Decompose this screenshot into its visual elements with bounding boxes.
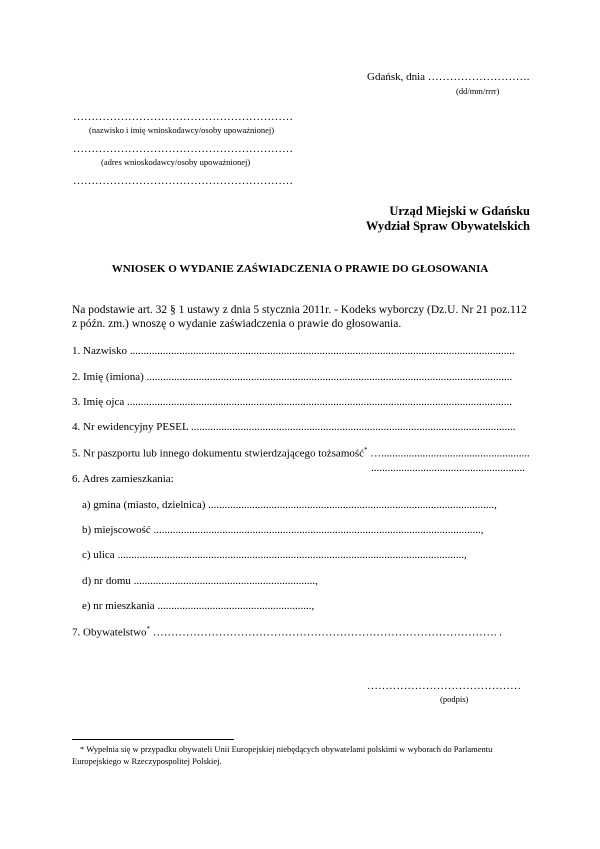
field-locality-input[interactable]: ......................................................................................................................., (153, 524, 484, 536)
field-passport-footnote-mark: * (364, 446, 368, 454)
field-father-name-label: 3. Imię ojca (72, 396, 125, 408)
field-flat-no-input[interactable]: ........................................................, (157, 600, 315, 612)
field-first-names (72, 371, 532, 383)
field-street-input[interactable]: .............................................................................................................................., (117, 549, 467, 561)
field-father-name-input[interactable]: ............................................................................................................................................ (126, 396, 512, 408)
footnote-line-2: Europejskiego w Rzeczypospolitej Polskiej. (72, 756, 222, 766)
field-citizenship-input[interactable]: …………………………………………………………………………………. . (152, 626, 503, 639)
recipient-office: Urząd Miejski w Gdańsku (389, 204, 530, 218)
field-passport-input-2[interactable]: ........................................................ (371, 462, 525, 474)
field-pesel-input[interactable]: ...................................................................................................................... (191, 421, 516, 433)
field-house-no-input[interactable]: .................................................................., (133, 575, 318, 587)
field-commune (82, 499, 542, 511)
field-surname-label: 1. Nazwisko (72, 345, 127, 357)
field-citizenship-label: 7. Obywatelstwo (72, 626, 147, 639)
field-street (82, 549, 542, 561)
intro-line-2: z późn. zm.) wnoszę o wydanie zaświadczenia o prawie do głosowania. (72, 318, 402, 330)
recipient-department: Wydział Spraw Obywatelskich (365, 219, 530, 233)
field-surname-input[interactable]: ............................................................................................................................................ (129, 345, 515, 357)
field-street-label: c) ulica (82, 549, 115, 561)
intro-line-1: Na podstawie art. 32 § 1 ustawy z dnia 5 stycznia 2011r. - Kodeks wyborczy (Dz.U. Nr 21 poz.112 (72, 304, 527, 316)
applicant-address-line-2[interactable]: …………………………………………………… (73, 175, 293, 187)
address-heading: 6. Adres zamieszkania: (72, 473, 174, 485)
signature-caption: (podpis) (440, 694, 469, 704)
field-pesel-label: 4. Nr ewidencyjny PESEL (72, 421, 189, 433)
footnote-line-1: * Wypełnia się w przypadku obywateli Unii Europejskiej niebędących obywatelami polskimi w wyborach do Parlamentu (80, 744, 493, 754)
field-father-name (72, 396, 532, 408)
field-locality-label: b) miejscowość (82, 524, 151, 536)
field-first-names-input[interactable]: ..................................................................................................................................... (146, 371, 513, 383)
applicant-address-caption: (adres wnioskodawcy/osoby upoważnionej) (101, 157, 251, 167)
date-format-caption: (dd/mm/rrrr) (456, 86, 500, 96)
field-flat-no-label: e) nr mieszkania (82, 600, 155, 612)
field-locality (82, 524, 542, 536)
field-passport (72, 446, 532, 460)
field-commune-label: a) gmina (miasto, dzielnica) (82, 499, 206, 511)
field-passport-label: 5. Nr paszportu lub innego dokumentu stwierdzającego tożsamość (72, 447, 365, 460)
field-passport-input[interactable]: …...................................................... (370, 447, 530, 460)
field-surname (72, 345, 532, 357)
applicant-address-line-1[interactable]: …………………………………………………… (73, 143, 293, 155)
field-pesel (72, 421, 532, 433)
field-citizenship-footnote-mark: * (146, 625, 151, 633)
applicant-name-line[interactable]: …………………………………………………… (73, 111, 293, 123)
form-title: WNIOSEK O WYDANIE ZAŚWIADCZENIA O PRAWIE DO GŁOSOWANIA (111, 263, 489, 275)
footnote-separator (72, 739, 234, 740)
place-date: Gdańsk, dnia ………………………. (367, 71, 530, 83)
field-citizenship (72, 625, 542, 639)
field-first-names-label: 2. Imię (imiona) (72, 371, 144, 383)
applicant-name-caption: (nazwisko i imię wnioskodawcy/osoby upoważnionej) (89, 125, 275, 135)
field-house-no-label: d) nr domu (82, 575, 131, 587)
field-commune-input[interactable]: ........................................................................................................, (208, 499, 497, 511)
field-house-no (82, 575, 382, 587)
field-flat-no (82, 600, 382, 612)
signature-line[interactable]: …………………………………… (367, 680, 521, 692)
